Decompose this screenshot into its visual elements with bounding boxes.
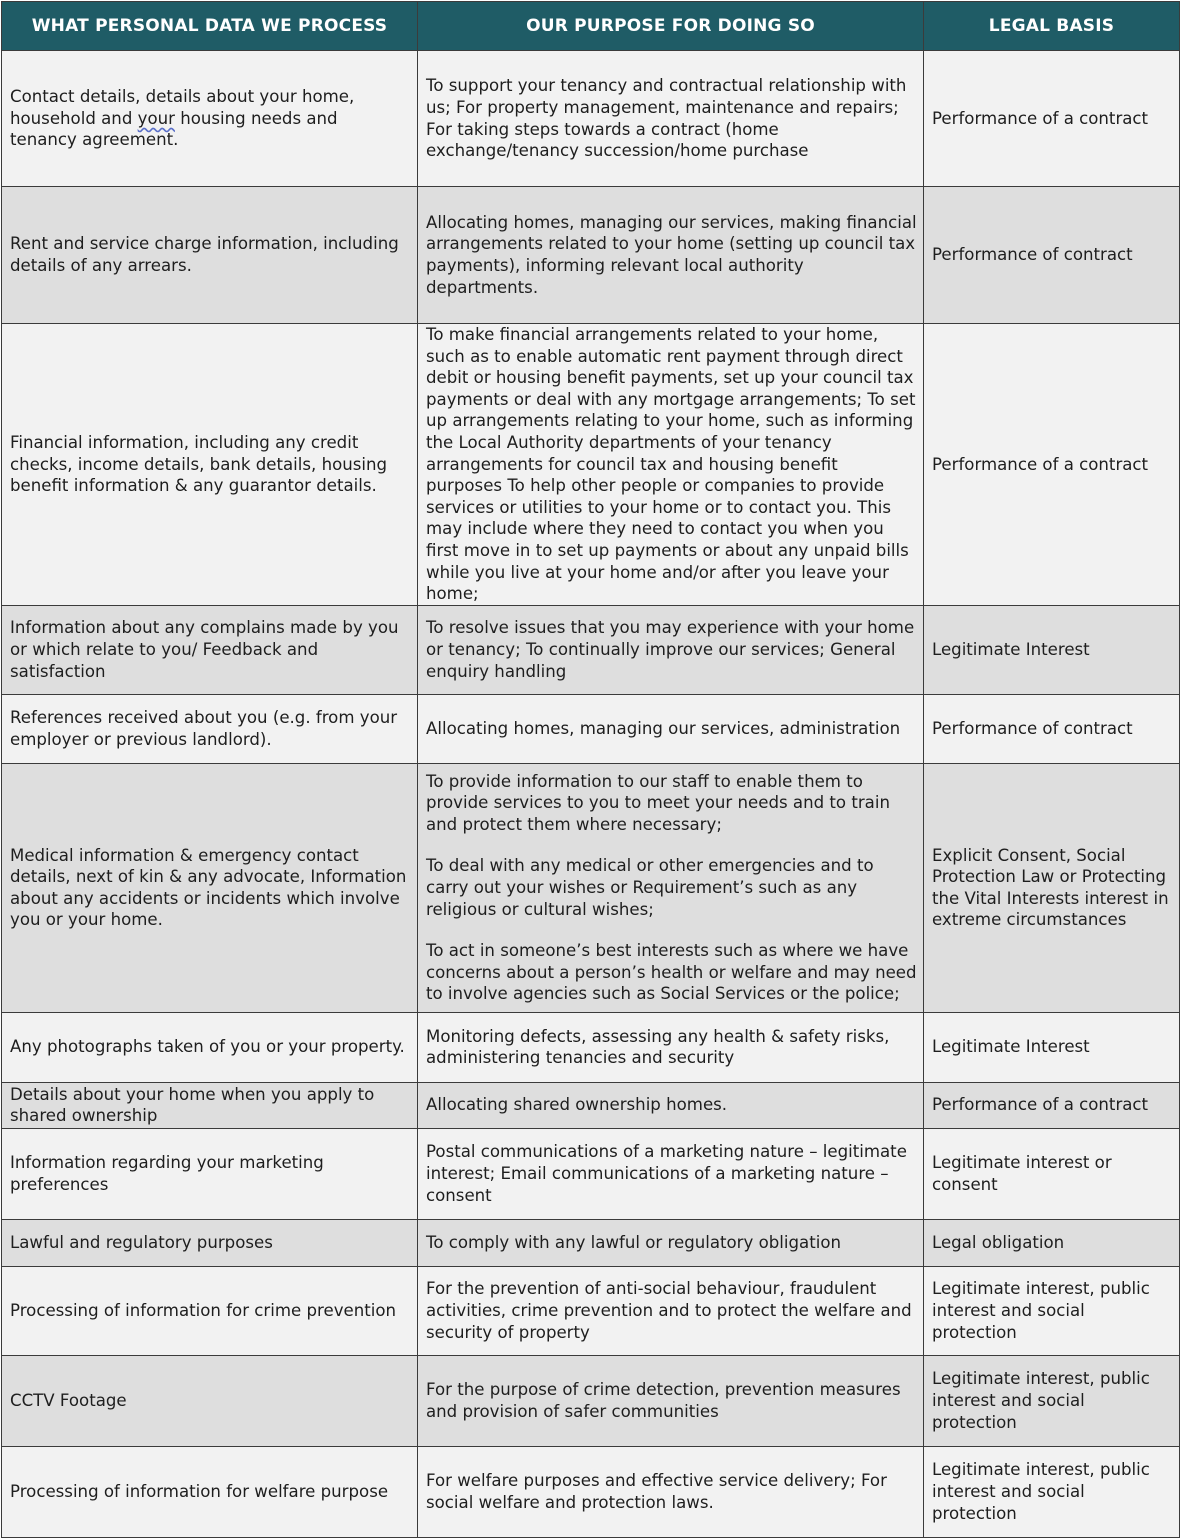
purpose-cell — [418, 694, 924, 763]
legal-basis-cell: Legitimate interest or consent — [924, 1128, 1180, 1219]
purpose-text: For the purpose of crime detection, prevention measures and provision of safer communities — [426, 1380, 901, 1421]
table-row — [2, 1082, 1180, 1128]
purpose-text: To support your tenancy and contractual relationship with us; For property management, maintenance and repairs; For taking steps towards a contract (home exchange/tenancy succession/home purchase — [426, 76, 907, 161]
table-row — [2, 1446, 1180, 1537]
personal-data-cell: Medical information & emergency contact details, next of kin & any advocate, Information about any accidents or incidents which involve you or your home. — [2, 763, 418, 1012]
legal-basis-cell: Performance of contract — [924, 187, 1180, 324]
purpose-text: Allocating homes, managing our services, making financial arrangements related to your home (setting up council tax payments), informing relevant local authority departments. — [426, 212, 917, 297]
purpose-text: For the prevention of anti-social behaviour, fraudulent activities, crime prevention and to protect the welfare and security of property — [426, 1279, 912, 1342]
table-row — [2, 763, 1180, 1012]
table-row — [2, 605, 1180, 694]
personal-data-cell — [2, 51, 418, 187]
personal-data-cell: CCTV Footage — [2, 1355, 418, 1446]
purpose-cell — [418, 1082, 924, 1128]
purpose-text: Allocating homes, managing our services, administration — [426, 718, 901, 738]
table-row — [2, 1128, 1180, 1219]
legal-basis-cell: Legitimate interest, public interest and social protection — [924, 1446, 1180, 1537]
purpose-cell — [418, 605, 924, 694]
legal-basis-cell: Performance of a contract — [924, 324, 1180, 606]
purpose-text: Monitoring defects, assessing any health & safety risks, administering tenancies and security — [426, 1026, 890, 1068]
purpose-cell — [418, 1012, 924, 1082]
personal-data-cell: Information regarding your marketing preferences — [2, 1128, 418, 1219]
purpose-text: To deal with any medical or other emergencies and to carry out your wishes or Requirement’s such as any religious or cultural wishes; — [426, 856, 874, 919]
table-row — [2, 324, 1180, 606]
legal-basis-cell: Performance of a contract — [924, 51, 1180, 187]
personal-data-cell: Financial information, including any credit checks, income details, bank details, housing benefit information & any guarantor details. — [2, 324, 418, 606]
personal-data-cell: Rent and service charge information, including details of any arrears. — [2, 187, 418, 324]
personal-data-cell: Any photographs taken of you or your property. — [2, 1012, 418, 1082]
legal-basis-cell: Performance of a contract — [924, 1082, 1180, 1128]
purpose-cell — [418, 187, 924, 324]
legal-basis-cell: Explicit Consent, Social Protection Law or Protecting the Vital Interests interest in extreme circumstances — [924, 763, 1180, 1012]
personal-data-cell: Information about any complains made by you or which relate to you/ Feedback and satisfaction — [2, 605, 418, 694]
legal-basis-cell: Legal obligation — [924, 1219, 1180, 1266]
personal-data-cell: Processing of information for welfare purpose — [2, 1446, 418, 1537]
spellcheck-word: your — [137, 108, 175, 128]
personal-data-cell: References received about you (e.g. from your employer or previous landlord). — [2, 694, 418, 763]
legal-basis-cell: Legitimate Interest — [924, 605, 1180, 694]
table-row — [2, 51, 1180, 187]
personal-data-cell: Details about your home when you apply to shared ownership — [2, 1082, 418, 1128]
purpose-text: To comply with any lawful or regulatory obligation — [426, 1232, 841, 1252]
table-row — [2, 694, 1180, 763]
purpose-cell — [418, 763, 924, 1012]
header-purpose: OUR PURPOSE FOR DOING SO — [418, 2, 924, 51]
purpose-text: To provide information to our staff to enable them to provide services to you to meet your needs and to train and protect them where necessary; — [426, 771, 890, 834]
table-row — [2, 1355, 1180, 1446]
purpose-cell — [418, 51, 924, 187]
purpose-text: To make financial arrangements related to your home, such as to enable automatic rent payment through direct debit or housing benefit payments, set up your council tax payments or deal with any mortgage arrangements; To set up arrangements relating to your home, such as informing the Local Authority departments of your tenancy arrangements for council tax and housing benefit purposes To help other people or companies to provide services or utilities to your home or to contact you. This may include where they need to contact you when you first move in to set up payments or about any unpaid bills while you live at your home and/or after you leave your home; — [426, 325, 916, 604]
legal-basis-cell: Legitimate interest, public interest and social protection — [924, 1355, 1180, 1446]
purpose-cell — [418, 1355, 924, 1446]
purpose-cell — [418, 1446, 924, 1537]
personal-data-text: Contact details, details about your home, household and — [10, 87, 355, 128]
table-row — [2, 1219, 1180, 1266]
purpose-cell — [418, 1266, 924, 1355]
legal-basis-cell: Performance of contract — [924, 694, 1180, 763]
table-row — [2, 1266, 1180, 1355]
header-personal-data: WHAT PERSONAL DATA WE PROCESS — [2, 2, 418, 51]
purpose-cell — [418, 1219, 924, 1266]
purpose-cell — [418, 1128, 924, 1219]
data-processing-table — [1, 1, 1180, 1538]
purpose-text: To act in someone’s best interests such as where we have concerns about a person’s health or welfare and may need to involve agencies such as Social Services or the police; — [426, 941, 917, 1004]
purpose-text: To resolve issues that you may experience with your home or tenancy; To continually improve our services; General enquiry handling — [426, 618, 915, 681]
purpose-text: Allocating shared ownership homes. — [426, 1095, 728, 1115]
purpose-text: For welfare purposes and effective service delivery; For social welfare and protection laws. — [426, 1471, 887, 1512]
purpose-text: Postal communications of a marketing nature – legitimate interest; Email communications of a marketing nature – consent — [426, 1142, 907, 1205]
personal-data-text: housing needs and tenancy agreement. — [10, 108, 338, 150]
table-row — [2, 1012, 1180, 1082]
legal-basis-cell: Legitimate Interest — [924, 1012, 1180, 1082]
personal-data-cell: Lawful and regulatory purposes — [2, 1219, 418, 1266]
table-row — [2, 187, 1180, 324]
legal-basis-cell: Legitimate interest, public interest and social protection — [924, 1266, 1180, 1355]
purpose-cell — [418, 324, 924, 606]
header-row — [2, 2, 1180, 51]
personal-data-cell: Processing of information for crime prevention — [2, 1266, 418, 1355]
header-legal-basis: LEGAL BASIS — [924, 2, 1180, 51]
